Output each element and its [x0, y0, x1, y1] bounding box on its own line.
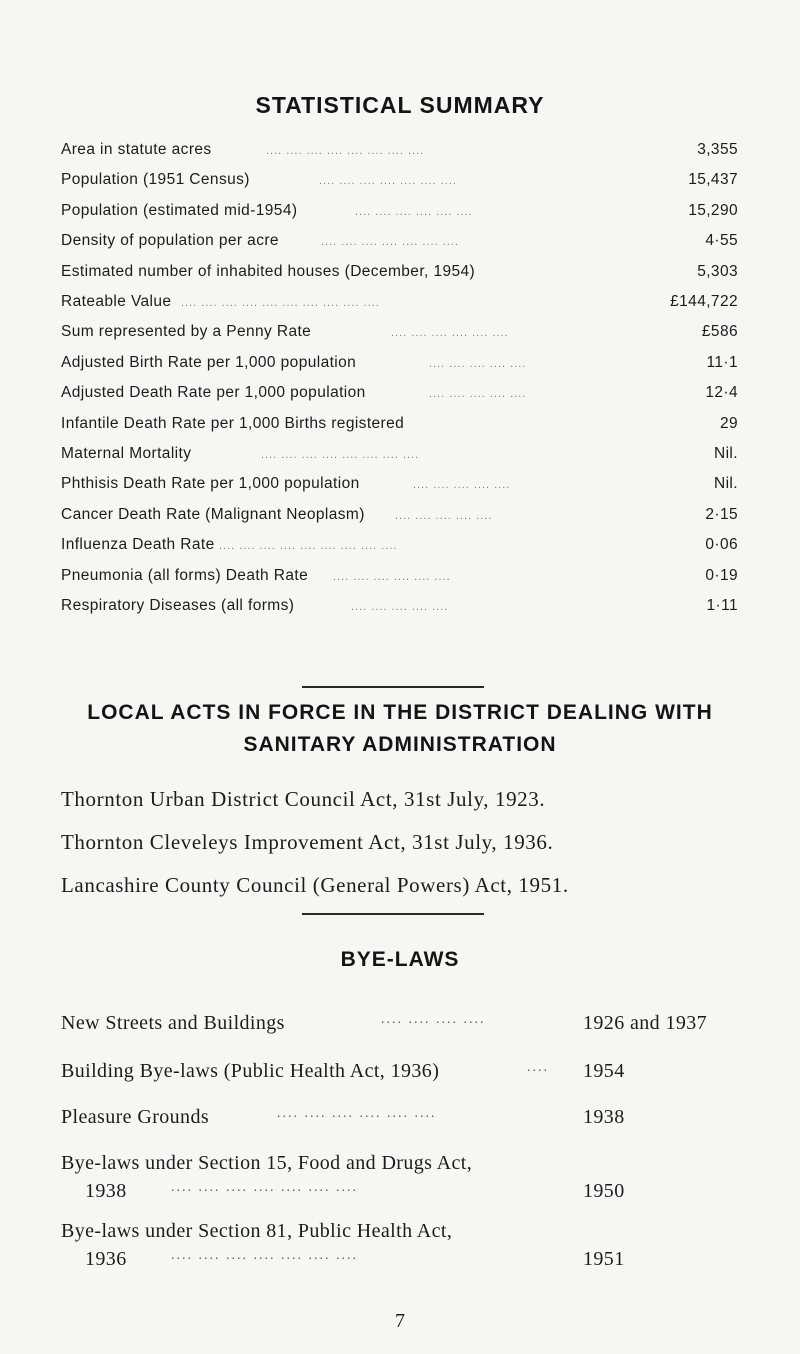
stat-value: 15,290 [688, 201, 738, 219]
stat-value: 12·4 [705, 384, 738, 402]
leader-dots: .... .... .... .... .... [395, 509, 493, 522]
stat-label: Estimated number of inhabited houses (December, 1954) [61, 262, 476, 280]
statistical-summary-row [61, 597, 738, 623]
local-act-item: Thornton Urban District Council Act, 31st July, 1923. [61, 787, 546, 811]
statistical-summary-heading: STATISTICAL SUMMARY [255, 92, 545, 118]
statistical-summary-row [61, 567, 738, 593]
stat-value: 1·11 [706, 597, 738, 614]
statistical-summary-row [61, 506, 738, 532]
statistical-summary-row [61, 536, 738, 562]
statistical-summary-row [61, 323, 738, 349]
leader-dots: .... .... .... .... .... .... [391, 327, 509, 340]
leader-dots: .... .... .... .... .... .... .... [171, 1180, 358, 1195]
stat-label: Adjusted Death Rate per 1,000 population [61, 384, 366, 402]
leader-dots: .... .... .... .... .... .... [355, 205, 473, 218]
statistical-summary-row [61, 354, 738, 380]
leader-dots: .... .... .... .... .... [429, 388, 527, 401]
stat-label: Density of population per acre [61, 232, 279, 250]
local-act-item: Thornton Cleveleys Improvement Act, 31st July, 1936. [61, 830, 554, 854]
stat-label: Infantile Death Rate per 1,000 Births registered [61, 414, 405, 432]
statistical-summary-row [61, 202, 738, 228]
stat-label: Area in statute acres [61, 141, 212, 158]
leader-dots: .... .... .... .... .... [413, 479, 511, 492]
leader-dots: .... [527, 1060, 549, 1075]
leader-dots: .... .... .... .... .... .... .... .... .... .... [181, 297, 380, 309]
statistical-summary-row [61, 293, 738, 319]
leader-dots: .... .... .... .... .... .... .... [171, 1248, 358, 1263]
leader-dots: .... .... .... .... [381, 1012, 486, 1027]
statistical-summary-row [61, 263, 738, 289]
stat-value: Nil. [714, 475, 738, 493]
statistical-summary-row [61, 415, 738, 441]
statistical-summary-row [61, 475, 738, 501]
stat-value: 2·15 [705, 505, 738, 523]
stat-label: Sum represented by a Penny Rate [61, 323, 312, 341]
stat-label: Pneumonia (all forms) Death Rate [61, 566, 309, 584]
section-divider [302, 913, 484, 915]
stat-value: £586 [701, 323, 738, 341]
stat-value: 0·06 [705, 536, 738, 554]
stat-label: Population (1951 Census) [61, 171, 250, 189]
stat-value: 11·1 [706, 353, 738, 371]
bye-law-year: 1950 [583, 1180, 625, 1202]
local-acts-heading: LOCAL ACTS IN FORCE IN THE DISTRICT DEALING WITH [87, 701, 713, 724]
bye-law-year: 1954 [583, 1060, 625, 1082]
statistical-summary-row [61, 232, 738, 258]
bye-law-year: 1938 [583, 1106, 625, 1128]
stat-value: £144,722 [670, 293, 738, 310]
stat-label: Cancer Death Rate (Malignant Neoplasm) [61, 505, 365, 523]
stat-value: 5,303 [697, 262, 738, 280]
bye-law-item [61, 1152, 741, 1208]
bye-law-item [61, 1060, 741, 1086]
stat-label: Population (estimated mid-1954) [61, 201, 298, 219]
bye-law-label: Bye-laws under Section 81, Public Health Act, [61, 1220, 453, 1242]
leader-dots: .... .... .... .... .... .... .... [321, 236, 459, 249]
statistical-summary-row [61, 445, 738, 471]
bye-law-label: Pleasure Grounds [61, 1106, 210, 1128]
stat-label: Maternal Mortality [61, 445, 192, 462]
bye-laws-heading: BYE-LAWS [340, 948, 460, 971]
page-number: 7 [395, 1310, 405, 1332]
local-acts-heading-line2: SANITARY ADMINISTRATION [243, 733, 557, 756]
stat-value: 29 [719, 414, 738, 432]
statistical-summary-row [61, 171, 738, 197]
leader-dots: .... .... .... .... .... .... .... .... [261, 449, 420, 461]
bye-law-item [61, 1106, 741, 1132]
bye-law-item [61, 1012, 741, 1038]
stat-label: Adjusted Birth Rate per 1,000 population [61, 353, 357, 371]
bye-law-label: Building Bye-laws (Public Health Act, 1936) [61, 1060, 440, 1082]
bye-law-label: New Streets and Buildings [61, 1012, 285, 1034]
bye-law-label-line2: 1936 [85, 1248, 127, 1270]
section-divider [302, 686, 484, 688]
stat-value: 3,355 [697, 141, 738, 158]
bye-law-year: 1951 [583, 1248, 625, 1270]
stat-label: Respiratory Diseases (all forms) [61, 597, 295, 614]
statistical-summary-row [61, 384, 738, 410]
leader-dots: .... .... .... .... .... .... .... [319, 175, 457, 188]
leader-dots: .... .... .... .... .... [351, 601, 449, 613]
stat-value: 4·55 [705, 232, 738, 250]
bye-law-label: Bye-laws under Section 15, Food and Drugs Act, [61, 1152, 473, 1174]
bye-law-year: 1926 and 1937 [583, 1012, 708, 1034]
leader-dots: .... .... .... .... .... .... .... .... .... [219, 540, 398, 553]
local-act-item: Lancashire County Council (General Powers) Act, 1951. [61, 873, 569, 897]
stat-value: Nil. [714, 445, 738, 462]
leader-dots: .... .... .... .... .... [429, 357, 527, 370]
leader-dots: .... .... .... .... .... .... .... .... [266, 145, 425, 157]
stat-label: Phthisis Death Rate per 1,000 population [61, 475, 360, 493]
bye-law-label-line2: 1938 [85, 1180, 127, 1202]
stat-value: 15,437 [688, 171, 738, 189]
stat-value: 0·19 [705, 566, 738, 584]
statistical-summary-row [61, 141, 738, 167]
stat-label: Rateable Value [61, 293, 172, 310]
leader-dots: .... .... .... .... .... .... [333, 570, 451, 583]
stat-label: Influenza Death Rate [61, 536, 215, 554]
leader-dots: .... .... .... .... .... .... [277, 1106, 437, 1121]
bye-law-item [61, 1220, 741, 1276]
